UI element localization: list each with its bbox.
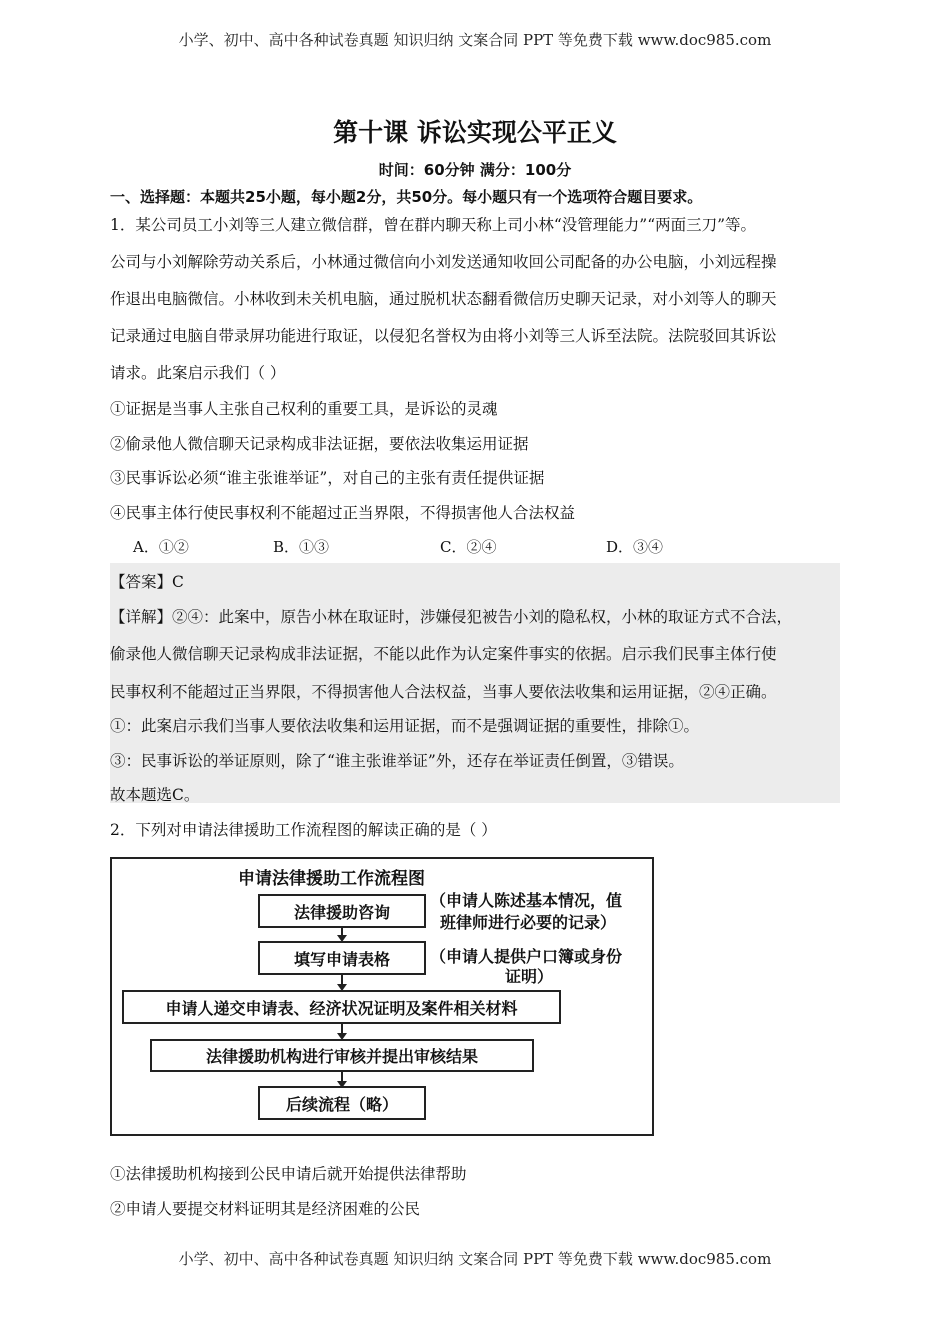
flow-note-1-line-1: （申请人陈述基本情况，值 xyxy=(430,891,623,910)
q1-statement-1: ①证据是当事人主张自己权利的重要工具，是诉讼的灵魂 xyxy=(110,400,498,418)
q1-line-2: 公司与小刘解除劳动关系后，小林通过微信向小刘发送通知收回公司配备的办公电脑，小刘远程操 xyxy=(110,253,777,271)
q1-option-a: A．①② xyxy=(133,538,189,556)
q2-statement-1: ①法律援助机构接到公民申请后就开始提供法律帮助 xyxy=(110,1165,467,1183)
q1-analysis-4: ①：此案启示我们当事人要依法收集和运用证据，而不是强调证据的重要性，排除①。 xyxy=(110,717,700,735)
flow-arrow xyxy=(341,975,343,989)
q1-analysis-2: 偷录他人微信聊天记录构成非法证据，不能以此作为认定案件事实的依据。启示我们民事主体行使 xyxy=(110,645,777,663)
flow-arrow xyxy=(341,1024,343,1038)
page-title: 第十课 诉讼实现公平正义 xyxy=(333,118,617,147)
flow-note-2-line-2: 证明） xyxy=(505,967,554,986)
q2-stem: 2．下列对申请法律援助工作流程图的解读正确的是（ ） xyxy=(110,821,497,839)
flow-step-followup: 后续流程（略） xyxy=(258,1086,426,1120)
q1-statement-4: ④民事主体行使民事权利不能超过正当界限，不得损害他人合法权益 xyxy=(110,504,576,522)
q1-analysis-6: 故本题选C。 xyxy=(110,786,200,804)
q1-option-b: B．①③ xyxy=(273,538,330,556)
flow-arrow xyxy=(341,1072,343,1086)
q1-line-3: 作退出电脑微信。小林收到未关机电脑，通过脱机状态翻看微信历史聊天记录，对小刘等人的聊天 xyxy=(110,290,777,308)
q1-line-4: 记录通过电脑自带录屏功能进行取证，以侵犯名誉权为由将小刘等三人诉至法院。法院驳回其诉讼 xyxy=(110,327,777,345)
q1-option-d: D．③④ xyxy=(606,538,664,556)
flow-note-1-line-2: 班律师进行必要的记录） xyxy=(440,913,617,932)
q1-analysis-3: 民事权利不能超过正当界限，不得损害他人合法权益，当事人要依法收集和运用证据，②④正确。 xyxy=(110,683,777,701)
q1-statement-2: ②偷录他人微信聊天记录构成非法证据，要依法收集运用证据 xyxy=(110,435,529,453)
q1-line-5: 请求。此案启示我们（ ） xyxy=(110,364,286,382)
q1-answer: 【答案】C xyxy=(110,573,184,591)
flow-arrow xyxy=(341,928,343,940)
q1-analysis-5: ③：民事诉讼的举证原则，除了“谁主张谁举证”外，还存在举证责任倒置，③错误。 xyxy=(110,752,684,770)
top-banner: 小学、初中、高中各种试卷真题 知识归纳 文案合同 PPT 等免费下载 www.doc985.com xyxy=(178,31,772,49)
q1-statement-3: ③民事诉讼必须“谁主张谁举证”，对自己的主张有责任提供证据 xyxy=(110,469,545,487)
q1-analysis-1: 【详解】②④：此案中，原告小林在取证时，涉嫌侵犯被告小刘的隐私权，小林的取证方式不合法， xyxy=(110,608,793,626)
q1-line-1: 1．某公司员工小刘等三人建立微信群，曾在群内聊天称上司小林“没管理能力”“两面三刀”等。 xyxy=(110,216,757,234)
flow-step-submit: 申请人递交申请表、经济状况证明及案件相关材料 xyxy=(122,990,561,1024)
q1-option-c: C．②④ xyxy=(440,538,497,556)
section-heading: 一、选择题：本题共25小题，每小题2分，共50分。每小题只有一个选项符合题目要求。 xyxy=(110,188,703,206)
q2-statement-2: ②申请人要提交材料证明其是经济困难的公民 xyxy=(110,1200,421,1218)
exam-info: 时间：60分钟 满分：100分 xyxy=(378,161,572,179)
flow-step-review: 法律援助机构进行审核并提出审核结果 xyxy=(150,1039,534,1072)
flow-note-2-line-1: （申请人提供户口簿或身份 xyxy=(430,947,623,966)
flowchart-title: 申请法律援助工作流程图 xyxy=(238,869,425,889)
flow-step-consult: 法律援助咨询 xyxy=(258,894,426,928)
flow-step-form: 填写申请表格 xyxy=(258,941,426,975)
bottom-banner: 小学、初中、高中各种试卷真题 知识归纳 文案合同 PPT 等免费下载 www.doc985.com xyxy=(178,1250,772,1268)
